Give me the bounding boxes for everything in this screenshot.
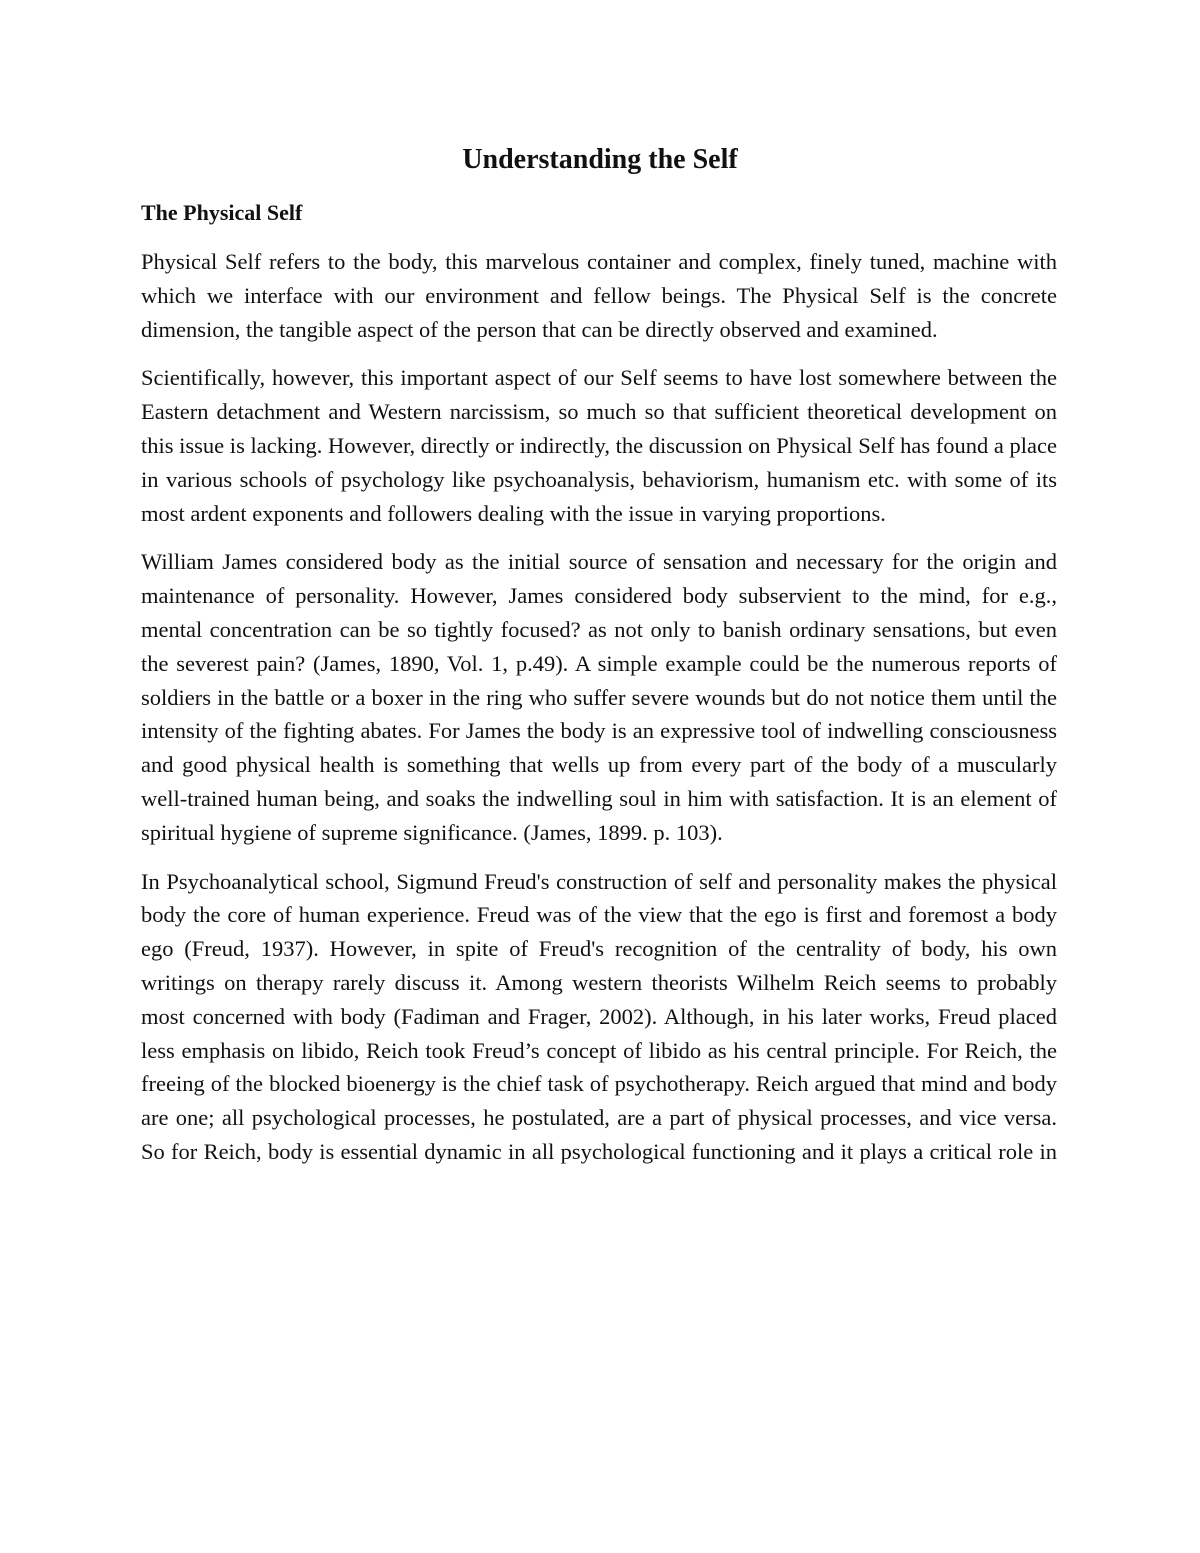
body-paragraph: Scientifically, however, this important aspect of our Self seems to have lost somewhere between the Eastern detachment and Western narcissism, so much so that sufficient theoretical development on this issue is lacking. However, directly or indirectly, the discussion on Physical Self has found a place in various schools of psychology like psychoanalysis, behaviorism, humanism etc. with some of its most ardent exponents and followers dealing with the issue in varying proportions. bbox=[141, 365, 1057, 526]
document-body bbox=[141, 245, 1057, 1184]
section-heading: The Physical Self bbox=[141, 200, 303, 225]
document-title: Understanding the Self bbox=[462, 144, 738, 175]
body-paragraph: In Psychoanalytical school, Sigmund Freud's construction of self and personality makes the physical body the core of human experience. Freud was of the view that the ego is first and foremost a body ego (Freud, 1937). However, in spite of Freud's recognition of the centrality of body, his own writings on therapy rarely discuss it. Among western theorists Wilhelm Reich seems to probably most concerned with body (Fadiman and Frager, 2002). Although, in his later works, Freud placed less emphasis on libido, Reich took Freud’s concept of libido as his central principle. For Reich, the freeing of the blocked bioenergy is the chief task of psychotherapy. Reich argued that mind and body are one; all psychological processes, he postulated, are a part of physical processes, and vice versa. So for Reich, body is essential dynamic in all psychological functioning and it plays a critical role in bbox=[141, 868, 1057, 1164]
body-paragraph: William James considered body as the initial source of sensation and necessary for the origin and maintenance of personality. However, James considered body subservient to the mind, for e.g., mental concentration can be so tightly focused? as not only to banish ordinary sensations, but even the severest pain? (James, 1890, Vol. 1, p.49). A simple example could be the numerous reports of soldiers in the battle or a boxer in the ring who suffer severe wounds but do not notice them until the intensity of the fighting abates. For James the body is an expressive tool of indwelling consciousness and good physical health is something that wells up from every part of the body of a muscularly well-trained human being, and soaks the indwelling soul in him with satisfaction. It is an element of spiritual hygiene of supreme significance. (James, 1899. p. 103). bbox=[141, 549, 1057, 845]
body-paragraph: Physical Self refers to the body, this marvelous container and complex, finely tuned, machine with which we interface with our environment and fellow beings. The Physical Self is the concrete dimension, the tangible aspect of the person that can be directly observed and examined. bbox=[141, 249, 1057, 342]
